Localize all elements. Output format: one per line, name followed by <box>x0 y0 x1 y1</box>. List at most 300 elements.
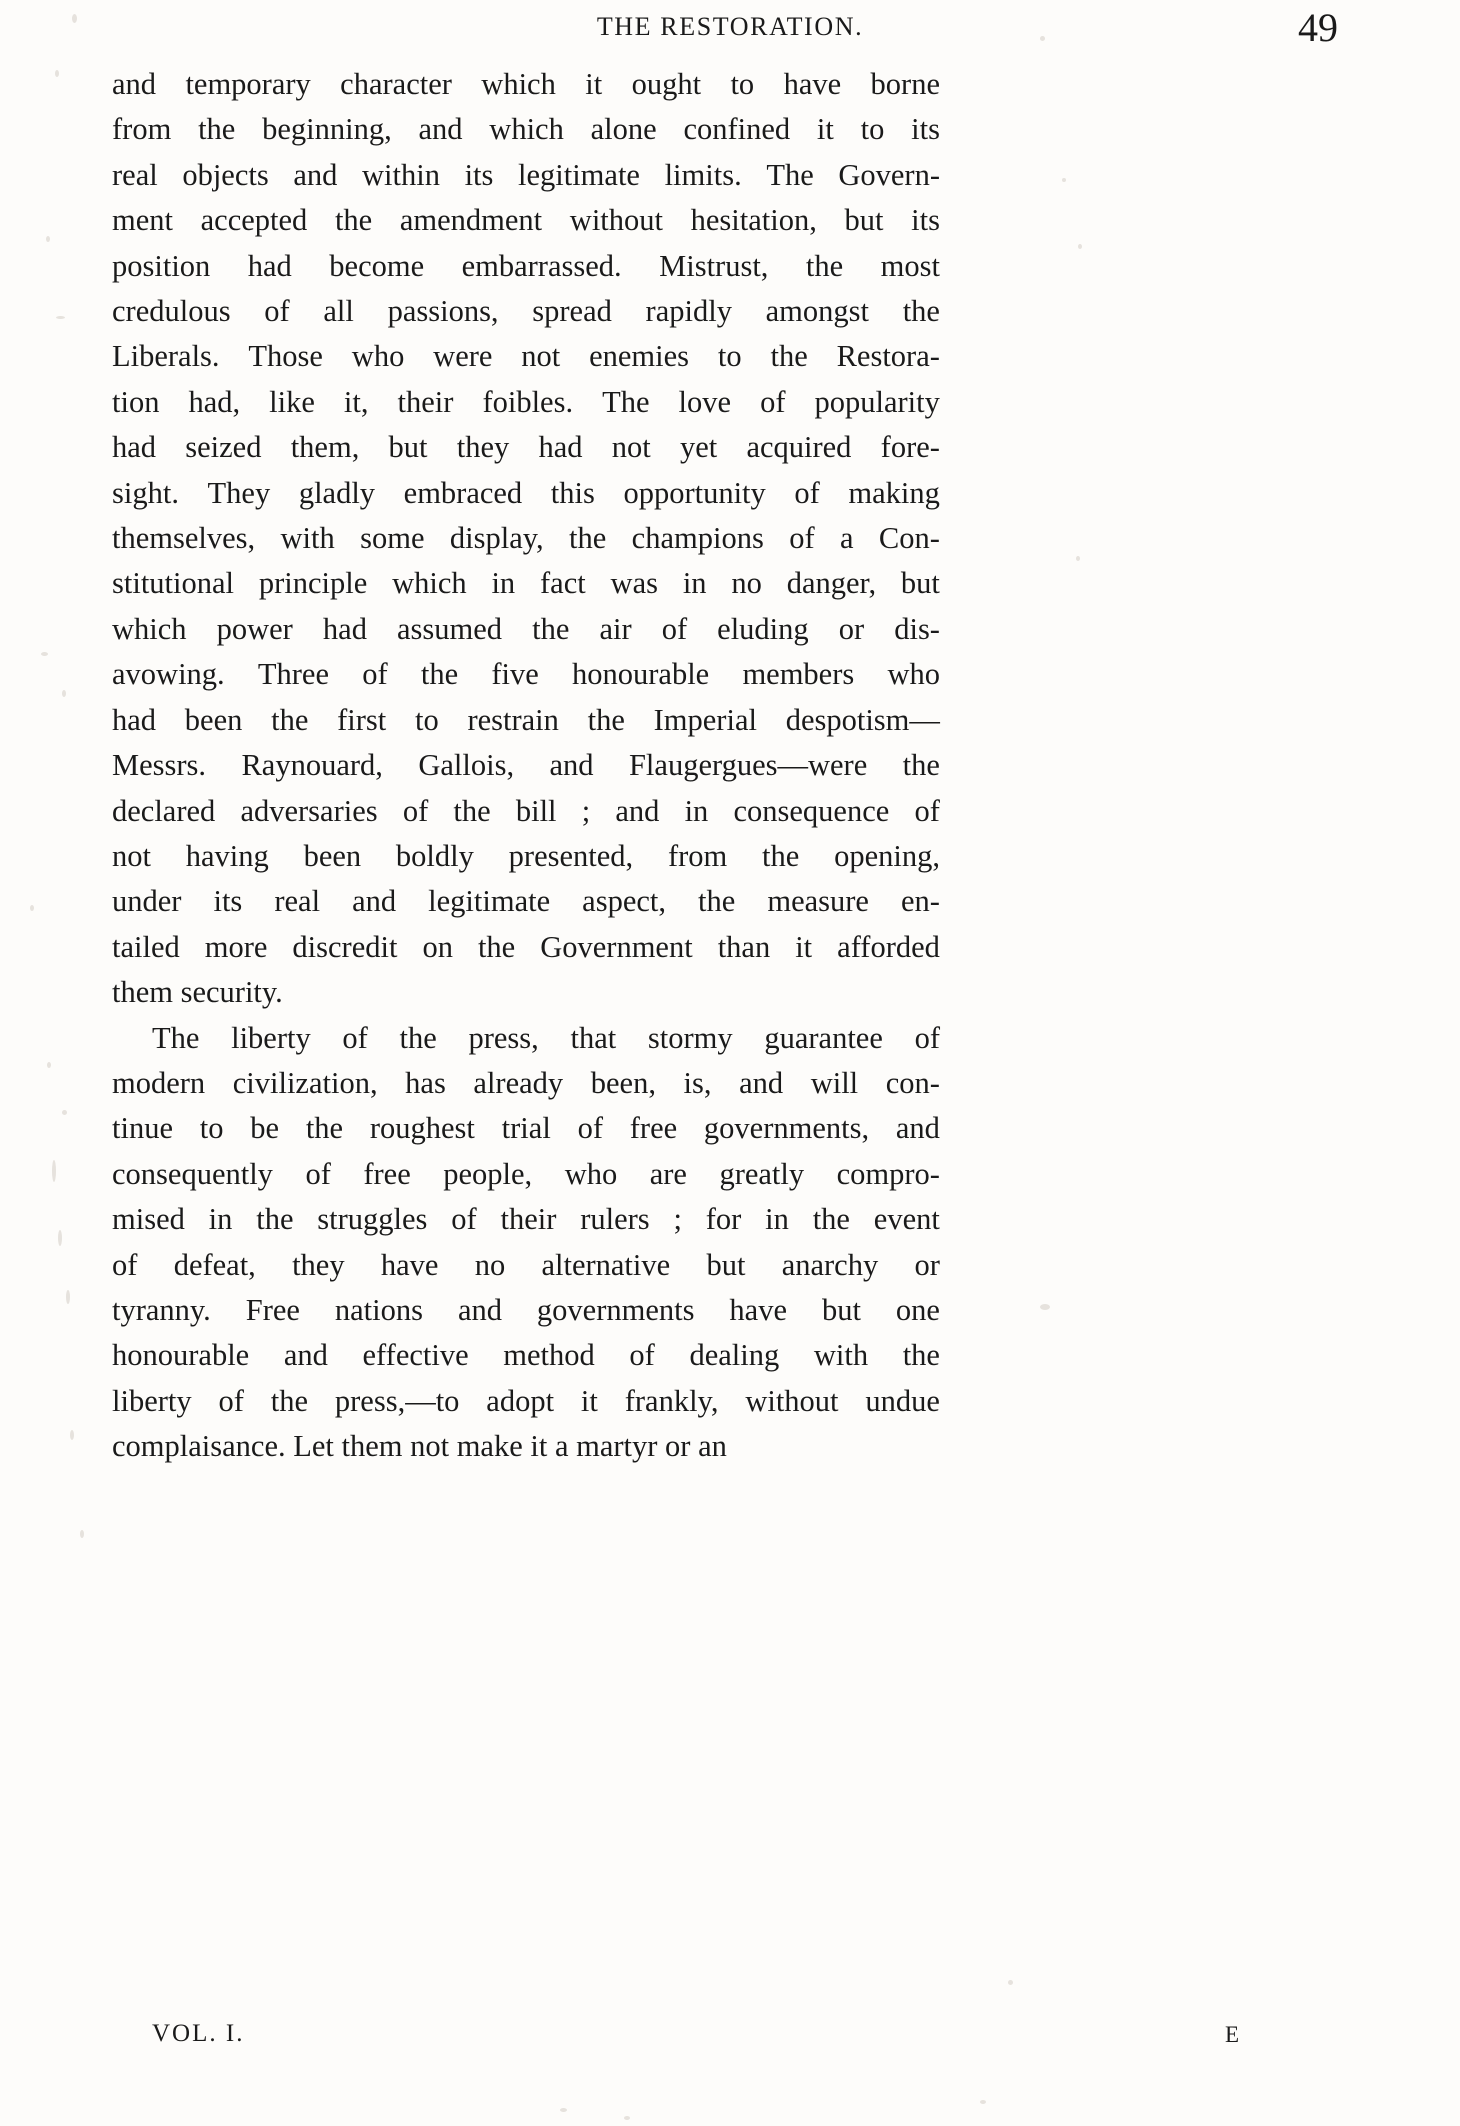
text-line <box>112 607 940 652</box>
word: the <box>812 1202 850 1237</box>
word: this <box>550 475 595 510</box>
word: boldly <box>395 838 474 873</box>
body-text <box>112 62 940 1470</box>
word: its <box>464 157 494 192</box>
word: of <box>264 294 290 329</box>
word: sight. <box>112 475 179 510</box>
word: The <box>602 384 650 419</box>
paragraph <box>112 62 940 1016</box>
word: free <box>629 1111 678 1146</box>
word: legitimate <box>428 884 551 919</box>
word: avowing. <box>112 657 225 692</box>
word: seized <box>185 430 262 465</box>
word: of <box>789 521 815 556</box>
word: They <box>207 475 271 510</box>
word: or <box>838 611 865 646</box>
word: love <box>678 384 732 419</box>
word: Government <box>540 929 693 964</box>
word: the <box>587 702 625 737</box>
paper-speckle <box>560 2108 567 2112</box>
text-line <box>112 561 940 606</box>
text-line <box>112 834 940 879</box>
word: the <box>770 339 808 374</box>
paper-speckle <box>56 316 65 319</box>
word: compro- <box>836 1156 940 1191</box>
word: acquired <box>746 430 852 465</box>
word: had <box>247 248 292 283</box>
word: Messrs. <box>112 748 207 783</box>
word: no <box>731 566 762 601</box>
word: beginning, <box>262 112 392 147</box>
word: tion <box>112 384 160 419</box>
text-line <box>112 1424 940 1469</box>
word: become <box>329 248 425 283</box>
word: in <box>208 1202 233 1237</box>
word: ment <box>112 203 173 238</box>
word: and <box>283 1338 328 1373</box>
word: been <box>303 838 362 873</box>
word: borne <box>870 67 940 101</box>
word: roughest <box>369 1111 475 1146</box>
word: Restora- <box>836 339 940 374</box>
word: the <box>270 1383 309 1418</box>
word: which <box>112 611 187 646</box>
paper-speckle <box>41 652 48 656</box>
word: stitutional <box>112 566 234 601</box>
word: a <box>840 521 854 556</box>
word: it <box>816 112 834 147</box>
word: foibles. <box>482 384 574 419</box>
word: is, <box>683 1065 712 1100</box>
word: and <box>418 112 463 147</box>
word: method <box>503 1338 595 1373</box>
word: which <box>392 566 467 601</box>
word: press,—to <box>334 1383 460 1418</box>
word: already <box>473 1065 564 1100</box>
word: who <box>887 657 940 692</box>
word: of <box>451 1202 477 1237</box>
text-line <box>112 970 940 1015</box>
word: most <box>880 248 940 283</box>
volume-mark: VOL. I. <box>152 2020 245 2047</box>
word: display, <box>449 521 544 556</box>
word: alone <box>590 112 657 147</box>
paper-speckle <box>62 1110 67 1115</box>
text-line <box>112 1288 940 1333</box>
word: adopt <box>486 1383 555 1418</box>
word: yet <box>679 430 718 465</box>
word: defeat, <box>173 1247 256 1282</box>
word: character <box>340 67 452 101</box>
paper-speckle <box>1062 178 1066 182</box>
word: legitimate <box>518 157 640 192</box>
word: it <box>795 929 813 964</box>
word: liberty <box>231 1020 311 1055</box>
word: event <box>873 1202 940 1237</box>
word: spread <box>532 294 612 329</box>
word: people, <box>443 1156 533 1191</box>
word: their <box>397 384 454 419</box>
word: rulers <box>580 1202 650 1237</box>
paper-speckle <box>80 1530 84 1538</box>
word: which <box>489 112 564 147</box>
word: without <box>569 203 663 238</box>
text-line <box>112 1106 940 1151</box>
word: of <box>661 611 688 646</box>
word: Those <box>248 339 323 374</box>
text-line <box>112 198 940 243</box>
text-line <box>112 1197 940 1242</box>
paper-speckle <box>1040 1304 1050 1310</box>
word: of <box>914 793 940 828</box>
word: opportunity <box>623 475 766 510</box>
word: it, <box>343 384 369 419</box>
word: alternative <box>541 1247 671 1282</box>
word: been <box>184 702 243 737</box>
word: adversaries <box>240 793 378 828</box>
word: of <box>577 1111 603 1146</box>
word: making <box>848 475 940 510</box>
word: its <box>911 112 940 147</box>
word: honourable <box>112 1338 250 1373</box>
line-text: complaisance. Let them not make it a martyr or an <box>112 1429 727 1464</box>
word: press, <box>468 1020 539 1055</box>
word: fact <box>540 566 586 601</box>
line-text: them security. <box>112 975 283 1010</box>
word: under <box>112 884 182 919</box>
word: power <box>216 611 293 646</box>
word: governments, <box>703 1111 870 1146</box>
word: and <box>895 1111 940 1146</box>
word: rapidly <box>645 294 732 329</box>
word: was <box>610 566 658 601</box>
word: of <box>760 384 786 419</box>
word: objects <box>182 157 269 192</box>
word: of <box>362 657 388 692</box>
word: modern <box>112 1065 206 1100</box>
text-line <box>112 471 940 516</box>
word: of <box>218 1383 244 1418</box>
word: of <box>342 1020 368 1055</box>
word: Flaugergues—were <box>628 748 868 783</box>
word: first <box>337 702 387 737</box>
word: civilization, <box>232 1065 378 1100</box>
word: Liberals. <box>112 339 220 374</box>
word: accepted <box>200 203 308 238</box>
word: honourable <box>572 657 710 692</box>
text-line <box>112 62 940 107</box>
word: the <box>902 294 940 329</box>
word: champions <box>631 521 764 556</box>
word: the <box>334 203 373 238</box>
text-line <box>112 743 940 788</box>
word: passions, <box>387 294 499 329</box>
word: The <box>152 1020 200 1055</box>
word: trial <box>501 1111 551 1146</box>
word: stormy <box>647 1020 733 1055</box>
text-line <box>112 289 940 334</box>
paper-speckle <box>30 905 34 911</box>
word: had <box>112 702 157 737</box>
word: despotism— <box>785 702 940 737</box>
word: from <box>112 112 172 147</box>
word: liberty <box>112 1383 192 1418</box>
word: had, <box>188 384 241 419</box>
word: consequently <box>112 1156 273 1191</box>
word: of <box>112 1247 138 1282</box>
word: will <box>810 1065 859 1100</box>
word: ought <box>631 67 702 101</box>
word: the <box>902 748 940 783</box>
word: real <box>112 157 158 192</box>
word: but <box>844 203 884 238</box>
word: have <box>729 1292 787 1327</box>
word: who <box>564 1156 618 1191</box>
text-line <box>112 244 940 289</box>
word: the <box>305 1111 344 1146</box>
text-line <box>112 1243 940 1288</box>
text-line <box>112 652 940 697</box>
text-line <box>112 925 940 970</box>
word: ; <box>581 793 591 828</box>
text-line <box>112 334 940 379</box>
word: mised <box>112 1202 185 1237</box>
word: en- <box>901 884 940 919</box>
paper-speckle <box>1008 1980 1013 1985</box>
paper-speckle <box>1078 244 1082 249</box>
word: of <box>629 1338 655 1373</box>
word: are <box>649 1156 687 1191</box>
word: guarantee <box>764 1020 883 1055</box>
word: hesitation, <box>690 203 817 238</box>
paper-speckle <box>1076 556 1080 561</box>
paper-speckle <box>47 1062 51 1068</box>
word: the <box>532 611 570 646</box>
word: undue <box>865 1383 940 1418</box>
word: be <box>250 1111 280 1146</box>
text-line <box>112 789 940 834</box>
word: the <box>698 884 736 919</box>
word: tailed <box>112 929 180 964</box>
word: assumed <box>397 611 503 646</box>
word: effective <box>362 1338 469 1373</box>
word: its <box>911 203 940 238</box>
paper-speckle <box>55 70 59 77</box>
word: they <box>456 430 510 465</box>
word: Imperial <box>653 702 757 737</box>
word: tinue <box>112 1111 173 1146</box>
word: been, <box>590 1065 656 1100</box>
word: The <box>766 157 814 192</box>
word: to <box>860 112 885 147</box>
word: that <box>570 1020 617 1055</box>
word: fore- <box>880 430 940 465</box>
word: members <box>742 657 855 692</box>
word: the <box>902 1338 940 1373</box>
paper-speckle <box>52 1160 56 1182</box>
word: to <box>199 1111 224 1146</box>
word: the <box>477 929 516 964</box>
paper-speckle <box>980 2100 986 2104</box>
word: and <box>739 1065 784 1100</box>
word: with <box>280 521 335 556</box>
word: were <box>433 339 493 374</box>
word: in <box>684 793 709 828</box>
paragraph <box>112 1016 940 1470</box>
word: all <box>323 294 354 329</box>
word: having <box>185 838 269 873</box>
word: but <box>388 430 428 465</box>
word: not <box>521 339 561 374</box>
word: ; <box>673 1202 682 1237</box>
word: popularity <box>814 384 940 419</box>
word: its <box>213 884 243 919</box>
word: but <box>706 1247 746 1282</box>
word: for <box>705 1202 742 1237</box>
word: and <box>549 748 594 783</box>
word: amongst <box>765 294 869 329</box>
word: governments <box>536 1292 695 1327</box>
text-line <box>112 425 940 470</box>
word: and <box>112 67 157 101</box>
word: air <box>599 611 632 646</box>
word: eluding <box>717 611 809 646</box>
word: amendment <box>399 203 543 238</box>
word: had <box>538 430 583 465</box>
word: they <box>292 1247 345 1282</box>
word: not <box>611 430 651 465</box>
word: dealing <box>689 1338 780 1373</box>
word: had <box>322 611 367 646</box>
word: tyranny. <box>112 1292 211 1327</box>
word: dis- <box>894 611 940 646</box>
foot-line <box>152 2020 1348 2054</box>
word: the <box>569 521 607 556</box>
word: free <box>363 1156 411 1191</box>
word: in <box>682 566 707 601</box>
word: the <box>198 112 236 147</box>
word: of <box>794 475 820 510</box>
word: one <box>895 1292 940 1327</box>
word: anarchy <box>781 1247 879 1282</box>
word: the <box>762 838 800 873</box>
word: enemies <box>589 339 690 374</box>
word: principle <box>258 566 368 601</box>
word: discredit <box>292 929 398 964</box>
paper-speckle <box>46 236 50 242</box>
word: position <box>112 248 211 283</box>
running-head-title: THE RESTORATION. <box>596 12 864 41</box>
word: or <box>914 1247 940 1282</box>
text-line <box>112 698 940 743</box>
word: real <box>274 884 321 919</box>
page-number: 49 <box>1298 5 1338 50</box>
word: Three <box>257 657 330 692</box>
word: con- <box>885 1065 940 1100</box>
word: but <box>900 566 940 601</box>
running-head <box>0 5 1460 50</box>
text-line <box>112 380 940 425</box>
word: five <box>491 657 539 692</box>
word: consequence <box>733 793 890 828</box>
word: danger, <box>786 566 877 601</box>
word: restrain <box>467 702 559 737</box>
word: within <box>362 157 440 192</box>
word: the <box>271 702 309 737</box>
paper-speckle <box>70 1430 74 1440</box>
signature-mark: E <box>1224 2022 1240 2047</box>
word: frankly, <box>624 1383 719 1418</box>
word: aspect, <box>582 884 667 919</box>
word: on <box>422 929 453 964</box>
word: embraced <box>403 475 523 510</box>
word: the <box>420 657 459 692</box>
word: themselves, <box>112 521 256 556</box>
word: the <box>256 1202 294 1237</box>
word: Con- <box>878 521 940 556</box>
word: embarrassed. <box>461 248 622 283</box>
paper-speckle <box>66 1290 70 1304</box>
word: has <box>405 1065 446 1100</box>
text-line <box>112 107 940 152</box>
word: credulous <box>112 294 231 329</box>
word: have <box>380 1247 439 1282</box>
word: nations <box>334 1292 423 1327</box>
word: limits. <box>664 157 742 192</box>
paper-speckle <box>624 2116 630 2120</box>
word: and <box>293 157 338 192</box>
word: Raynouard, <box>241 748 383 783</box>
word: have <box>783 67 842 101</box>
word: the <box>453 793 491 828</box>
word: to <box>414 702 439 737</box>
word: struggles <box>317 1202 428 1237</box>
text-line <box>112 1061 940 1106</box>
word: Gallois, <box>418 748 515 783</box>
word: greatly <box>719 1156 805 1191</box>
word: had <box>112 430 157 465</box>
text-line <box>112 1016 940 1061</box>
word: it <box>580 1383 598 1418</box>
word: no <box>474 1247 506 1282</box>
word: afforded <box>837 929 940 964</box>
text-line <box>112 516 940 561</box>
paper-speckle <box>58 1230 62 1246</box>
text-line <box>112 1152 940 1197</box>
text-line <box>112 1379 940 1424</box>
word: measure <box>767 884 869 919</box>
word: of <box>914 1020 940 1055</box>
word: confined <box>683 112 791 147</box>
word: and <box>352 884 397 919</box>
word: in <box>765 1202 789 1237</box>
word: in <box>491 566 516 601</box>
word: temporary <box>185 67 311 101</box>
word: without <box>745 1383 839 1418</box>
text-line <box>112 153 940 198</box>
word: declared <box>112 793 216 828</box>
word: them, <box>290 430 360 465</box>
word: presented, <box>508 838 634 873</box>
word: and <box>457 1292 502 1327</box>
word: of <box>402 793 429 828</box>
word: to <box>717 339 742 374</box>
word: and <box>615 793 660 828</box>
word: but <box>821 1292 861 1327</box>
word: than <box>717 929 771 964</box>
word: who <box>351 339 405 374</box>
word: gladly <box>298 475 376 510</box>
